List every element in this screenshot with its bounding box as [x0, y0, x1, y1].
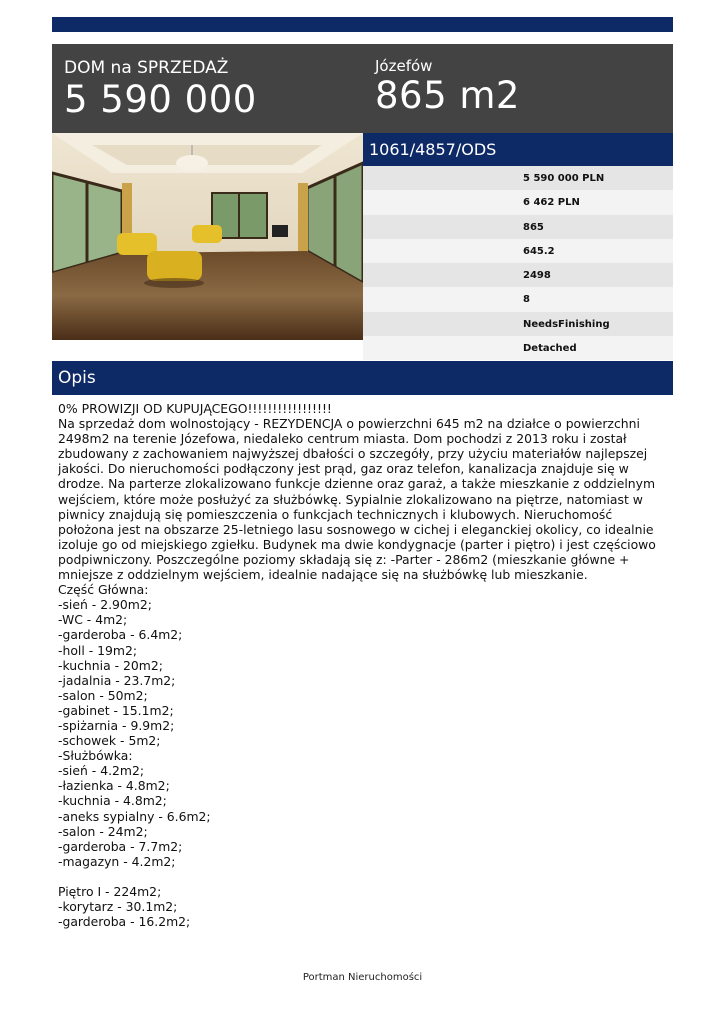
- description-title: Opis: [58, 368, 96, 388]
- param-row: [363, 215, 673, 239]
- listing-price: 5 590 000: [64, 78, 257, 121]
- reference-bar: [363, 133, 673, 166]
- param-value: 5 590 000 PLN: [523, 173, 605, 184]
- footer-agency: Portman Nieruchomości: [302, 972, 423, 983]
- param-value: 8: [523, 294, 530, 306]
- param-value: 2498: [523, 270, 551, 282]
- param-value: 6 462 PLN: [523, 197, 580, 209]
- param-value: Detached: [523, 343, 577, 355]
- param-row: [363, 312, 673, 336]
- listing-type: DOM na SPRZEDAŻ: [64, 58, 229, 78]
- listing-area: 865 m2: [375, 74, 520, 117]
- top-accent-bar: [52, 17, 673, 32]
- listing-header: [52, 44, 673, 133]
- reference-number: 1061/4857/ODS: [369, 140, 497, 159]
- description-header: [52, 361, 673, 395]
- param-row: [363, 263, 673, 287]
- param-row: [363, 336, 673, 360]
- param-value: 645.2: [523, 245, 555, 257]
- param-row: [363, 239, 673, 263]
- param-row: [363, 287, 673, 311]
- listing-city: Józefów: [375, 57, 433, 75]
- param-row: [363, 190, 673, 214]
- property-photo: [52, 133, 363, 340]
- param-value: NeedsFinishing: [523, 318, 610, 330]
- parameters-list: [363, 166, 673, 360]
- description-text: 0% PROWIZJI OD KUPUJĄCEGO!!!!!!!!!!!!!!!!! Na sprzedaż dom wolnostojący - REZYDENCJA o powierzchni 645 m2 na działce o powierzchni 2498m2 na terenie Józefowa, niedaleko centrum miasta. Dom pochodzi z 2013 roku i został zbudowany z zachowaniem najwyższej dbałości o szczegóły, przy użyciu materiałów najlepszej jakości. Do nieruchomości podłączony jest prąd, gaz oraz telefon, kanalizacja znajduje się w drodze. Na parterze zlokalizowano funkcje dzienne oraz garaż, a także mieszkanie z oddzielnym wejściem, które może posłużyć za służbówkę. Sypialnie zlokalizowano na piętrze, natomiast w piwnicy znajdują się pomieszczenia o funkcjach technicznych i klubowych. Nieruchomość położona jest na obszarze 25-letniego lasu sosnowego w cichej i eleganckiej okolicy, co idealnie izoluje go od miejskiego zgiełku. Budynek ma dwie kondygnacje (parter i piętro) i jest częściowo podpiwniczony. Poszczególne poziomy składają się z: -Parter - 286m2 (mieszkanie główne + mniejsze z oddzielnym wejściem, idealnie nadające się na służbówkę lub mieszkanie. Część Główna: -sień - 2.90m2; -WC - 4m2; -garderoba - 6.4m2; -holl - 19m2; -kuchnia - 20m2; -jadalnia - 23.7m2; -salon - 50m2; -gabinet - 15.1m2; -spiżarnia - 9.9m2; -schowek - 5m2; -Służbówka: -sień - 4.2m2; -łazienka - 4.8m2; -kuchnia - 4.8m2; -aneks sypialny - 6.6m2; -salon - 24m2; -garderoba - 7.7m2; -magazyn - 4.2m2; Piętro I - 224m2; -korytarz - 30.1m2; -garderoba - 16.2m2;: [58, 401, 656, 930]
- param-value: 865: [523, 221, 544, 233]
- param-row: [363, 166, 673, 190]
